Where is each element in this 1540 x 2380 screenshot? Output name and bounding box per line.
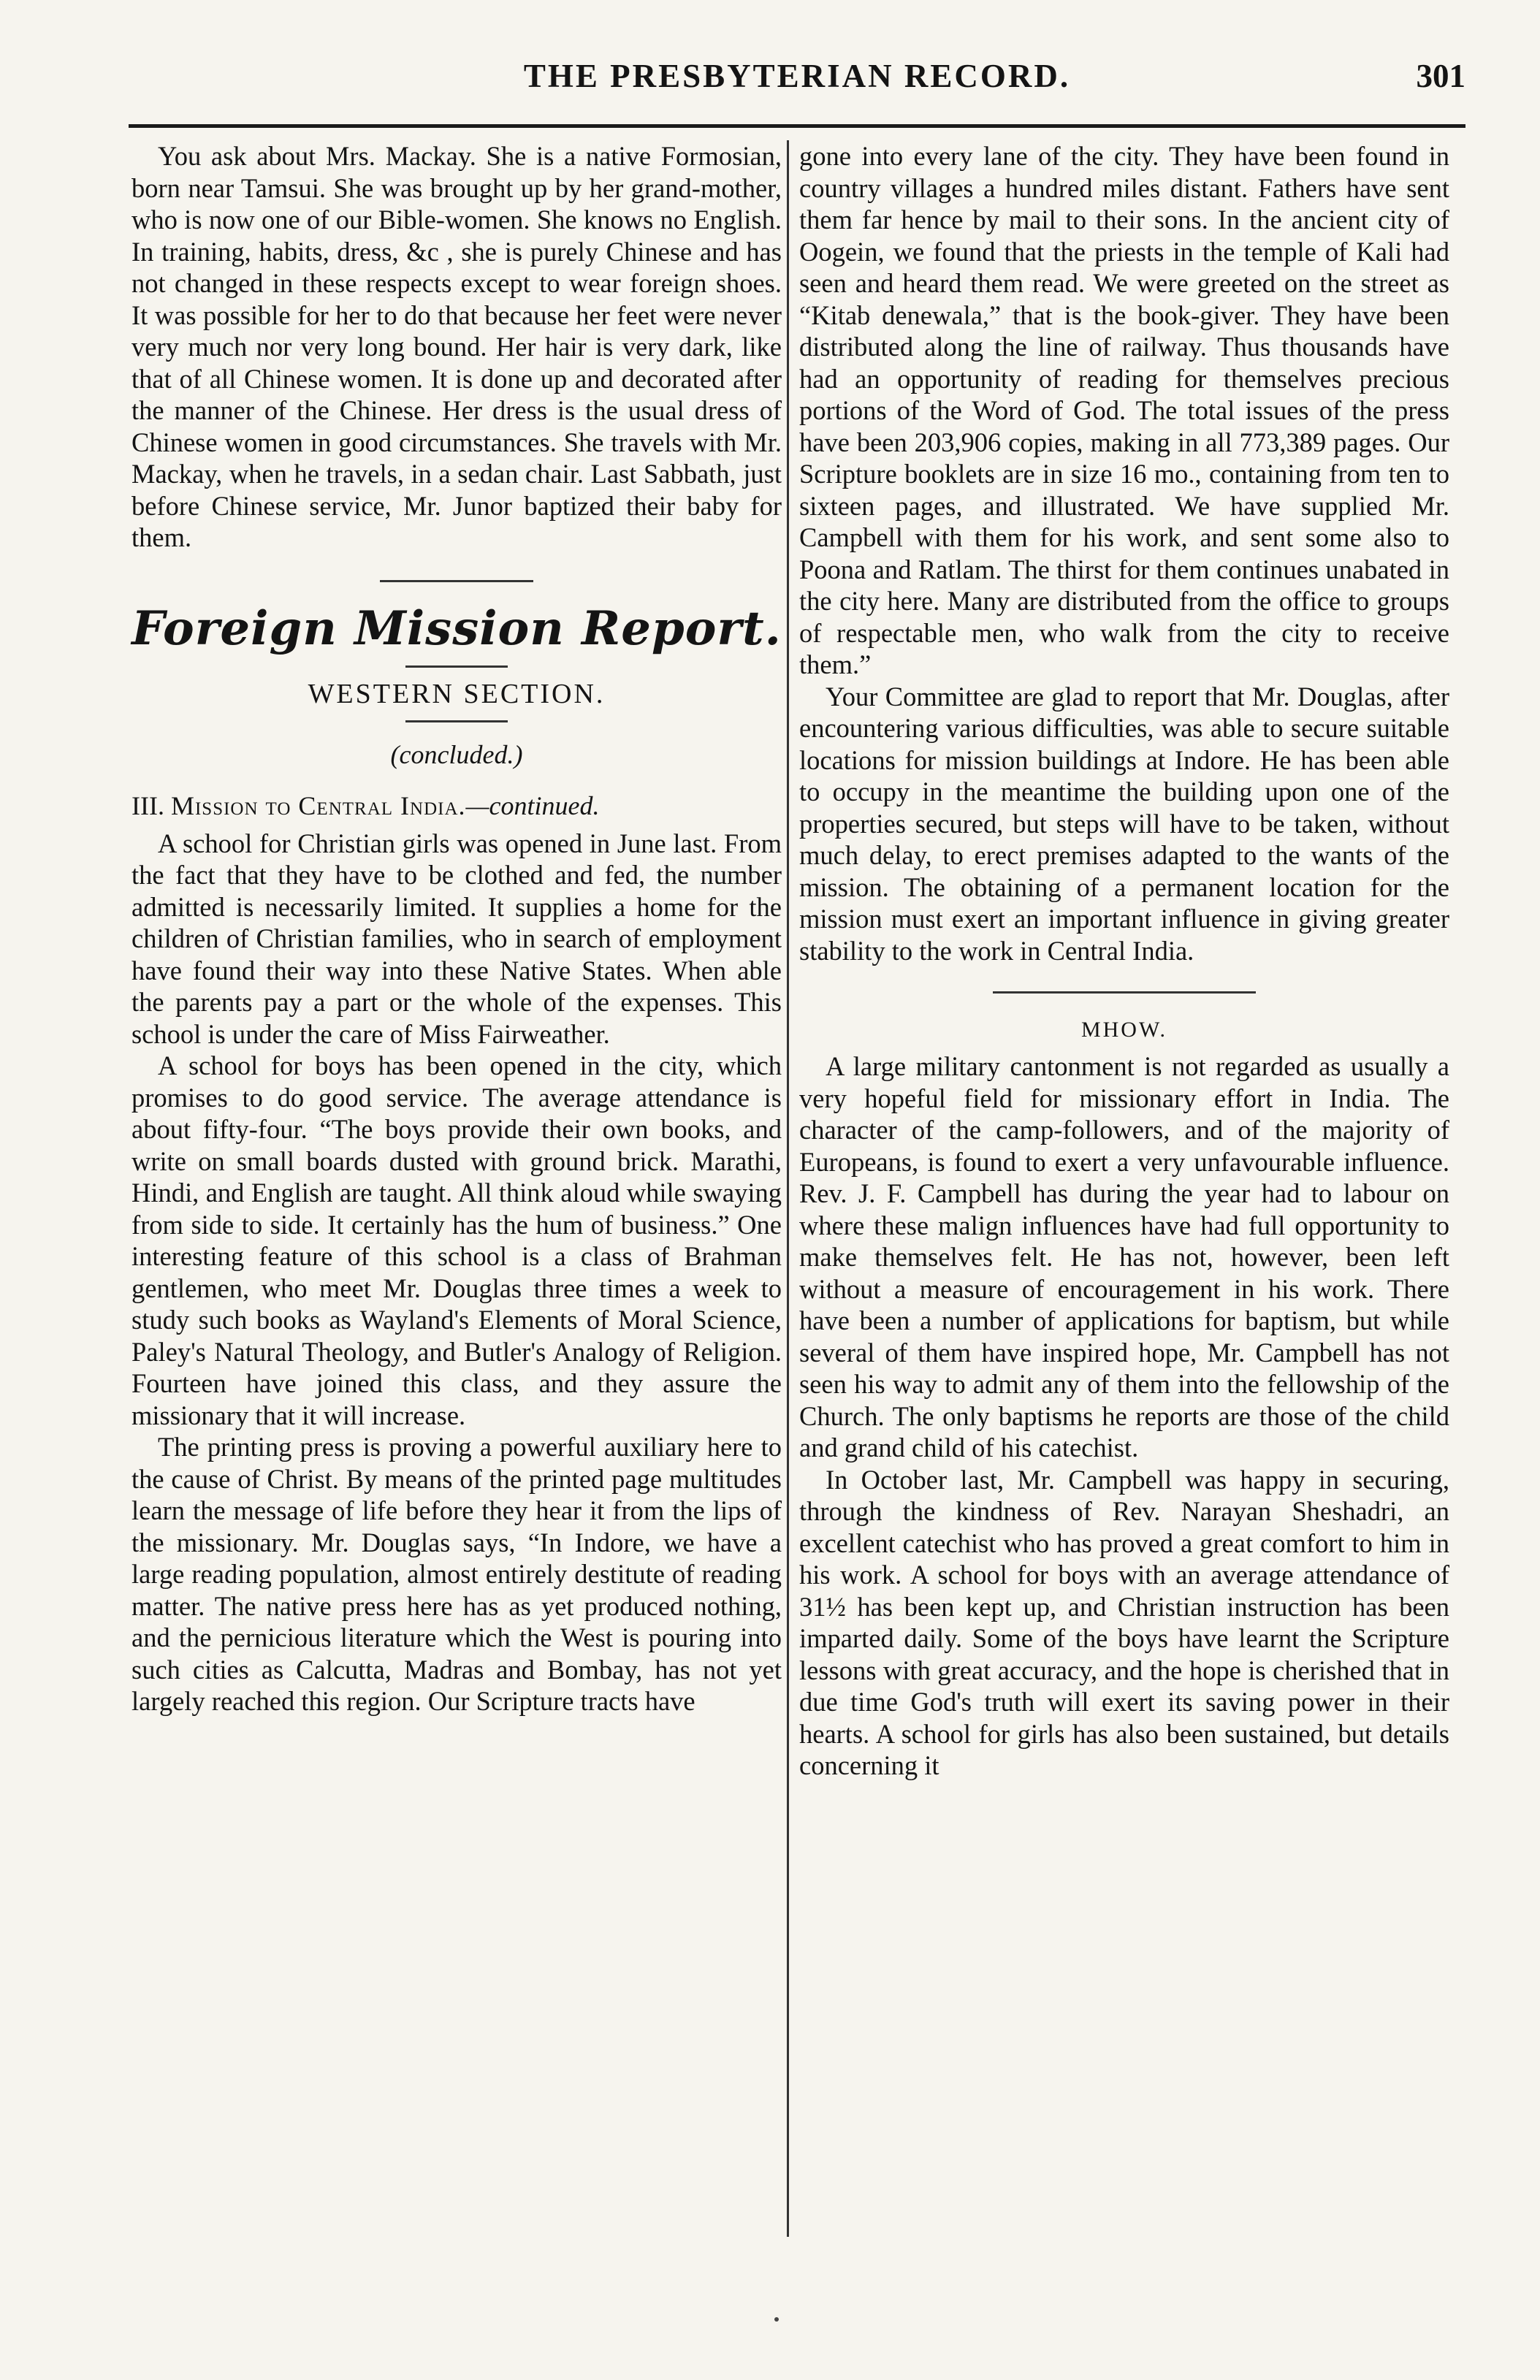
header-rule xyxy=(129,124,1465,128)
page-number: 301 xyxy=(1416,58,1465,94)
paragraph-committee-report: Your Committee are glad to report that Mr. Douglas, after encountering various difficulties, was able to secure suitable locations for mission buildings at Indore. He has been able to occupy in the meantime the building upon one of the properties secured, but steps will have to be taken, without much delay, to erect premises adapted to the wants of the mission. The obtaining of a permanent location for the mission must exert an important influence in giving greater stability to the work in Central India. xyxy=(799,681,1449,966)
paragraph-boys-school: A school for boys has been opened in the city, which promises to do good service. The average attendance is about fifty-four. “The boys provide their own books, and write on small boards dusted with ground brick. Marathi, Hindi, and English are taught. All think aloud while swaying from side to side. It certainly has the hum of business.” One interesting feature of this school is a class of Brahman gentlemen, who meet Mr. Douglas three times a week to study such books as Wayland's Elements of Moral Science, Paley's Natural Theology, and Butler's Analogy of Religion. Fourteen have joined this class, and they assure the missionary that it will increase. xyxy=(131,1050,782,1430)
paragraph-tracts-continued: gone into every lane of the city. They have been found in country villages a hundred miles distant. Fathers have sent them far hence by mail to their sons. In the ancient city of Oogein, we found that the priests in the temple of Kali had seen and heard them read. We were greeted on the street as “Kitab denewala,” that is the book-giver. They have been distributed along the line of railway. Thus thousands have had an opportunity of reading for themselves precious portions of the Word of God. The total issues of the press have been 203,906 copies, making in all 773,389 pages. Our Scripture booklets are in size 16 mo., containing from ten to sixteen pages, and illustrated. We have supplied Mr. Campbell with them for his work, and sent some also to Poona and Ratlam. The thirst for them continues unabated in the city here. Many are distributed from the office to groups of respectable men, who walk from the city to receive them.” xyxy=(799,141,1449,679)
paragraph-mrs-mackay: You ask about Mrs. Mackay. She is a native Formosian, born near Tamsui. She was brought up by her grand-mother, who is now one of our Bible-women. She knows no English. In training, habits, dress, &c , she is purely Chinese and has not changed in these respects except to wear foreign shoes. It was possible for her to do that because her feet were never very much nor very long bound. Her hair is very dark, like that of all Chinese women. It is done up and decorated after the manner of the Chinese. Her dress is the usual dress of Chinese women in good circumstances. She travels with Mr. Mackay, when he travels, in a sedan chair. Last Sabbath, just before Chinese service, Mr. Junor baptized their baby for them. xyxy=(131,141,782,552)
mhow-heading: MHOW. xyxy=(1080,1018,1168,1042)
paragraph-printing-press: The printing press is proving a powerful auxiliary here to the cause of Christ. By means of the printed page multitudes learn the message of life before they hear it from the lips of the missionary. Mr. Douglas says, “In Indore, we have a large reading population, almost entirely destitute of reading matter. The native press here has as yet produced nothing, and the pernicious literature which the West is pouring into such cities as Calcutta, Madras and Bombay, has not yet largely reached this region. Our Scripture tracts have xyxy=(131,1432,782,1716)
mission-heading-roman: III. xyxy=(131,790,164,820)
section-title: Foreign Mission Report. xyxy=(131,600,782,656)
mission-heading-continued: —continued. xyxy=(465,790,600,820)
right-column xyxy=(799,140,1449,1782)
paragraph-october-catechist: In October last, Mr. Campbell was happy in securing, through the kindness of Rev. Narayan Sheshadri, an excellent catechist who has proved a great comfort to him in his work. A school for boys with an average attendance of 31½ has been kept up, and Christian instruction has been imparted daily. Some of the boys have learnt the Scripture lessons with great accuracy, and the hope is cherished that in due time God's truth will exert its saving power in their hearts. A school for girls has also been sustained, but details concerning it xyxy=(799,1464,1449,1780)
column-divider xyxy=(787,140,789,2237)
section-divider xyxy=(380,580,533,582)
mission-heading xyxy=(131,787,782,825)
footer-mark xyxy=(774,2317,779,2322)
concluded-note: (concluded.) xyxy=(390,739,523,769)
paragraph-military-cantonment: A large military cantonment is not regarded as usually a very hopeful field for missionary effort in India. The character of the camp-followers, and of the majority of Europeans, is found to exert a very unfavourable influence. Rev. J. F. Campbell has during the year had to labour on where these malign influences have had full opportunity to make themselves felt. He has not, however, been left without a measure of encouragement in his work. There have been a number of applications for baptism, but while several of them have inspired hope, Mr. Campbell has not seen his way to admit any of them into the fellowship of the Church. The only baptisms he reports are those of the child and grand child of his catechist. xyxy=(799,1051,1449,1462)
paragraph-girls-school: A school for Christian girls was opened in June last. From the fact that they have to be clothed and fed, the number admitted is necessarily limited. It supplies a home for the children of Christian families, who in search of employment have found their way into these Native States. When able the parents pay a part or the whole of the expenses. This school is under the care of Miss Fairweather. xyxy=(131,828,782,1049)
section-subtitle: WESTERN SECTION. xyxy=(308,678,606,709)
running-header xyxy=(129,54,1465,112)
title-underline xyxy=(405,665,508,668)
left-column xyxy=(131,140,782,1717)
journal-title: THE PRESBYTERIAN RECORD. xyxy=(523,58,1071,94)
subtitle-underline xyxy=(405,720,508,722)
mhow-divider xyxy=(993,991,1256,993)
mission-heading-text: Mission to Central India. xyxy=(170,790,466,820)
